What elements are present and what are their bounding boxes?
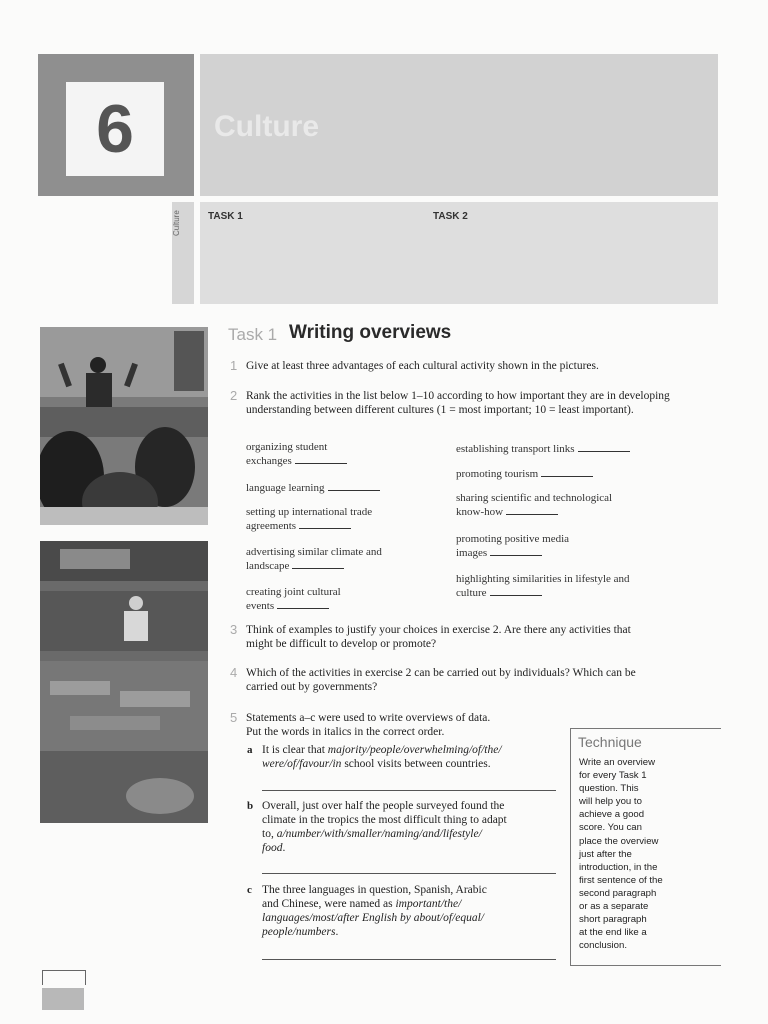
question-number: 2 [230,388,238,403]
question-text: Think of examples to justify your choices in exercise 2. Are there any activities that might be difficult to develop or promote? [246,624,631,650]
task-tag: Task 1 [228,325,278,344]
statement-text: The three languages in question, Spanish, Arabic and Chinese, were named as important/the/ languages/most/after English by about/of/equal/ people/numbers. [262,884,487,938]
statement-text: Overall, just over half the people surveyed found the climate in the tropics the most difficult thing to adapt to, a/number/with/smaller/naming/and/lifestyle/ food. [262,800,507,854]
question-number: 1 [230,358,238,373]
answer-blank[interactable] [295,454,347,464]
page-number-block [42,988,84,1010]
activity-item: promoting positive media images [456,533,570,559]
activity-item: establishing transport links [456,442,630,456]
activity-item: setting up international trade agreements [246,506,373,532]
question-number: 3 [230,622,238,637]
answer-blank[interactable] [490,586,542,596]
answer-blank[interactable] [277,599,329,609]
activity-item: advertising similar climate and landscape [246,546,382,572]
statement-letter: b [247,800,254,812]
activity-item: creating joint cultural events [246,586,341,612]
question-text: Rank the activities in the list below 1–10 according to how important they are in developing understanding between different cultures (1 = most important; 10 = least important). [246,390,670,416]
question-number: 5 [230,710,238,725]
statement-letter: c [247,884,252,896]
answer-blank[interactable] [328,481,380,491]
market-photo [40,541,208,823]
question-number: 4 [230,665,238,680]
question-text: Give at least three advantages of each cultural activity shown in the pictures. [246,360,599,372]
activity-item: language learning [246,481,380,495]
statement-text: It is clear that majority/people/overwhelming/of/the/ were/of/favour/in school visits between countries. [262,744,502,770]
technique-title: Technique [578,734,642,750]
question-text: Which of the activities in exercise 2 can be carried out by individuals? Which can be carried out by governments? [246,667,636,693]
answer-blank[interactable] [490,546,542,556]
page-corner-mark [42,970,86,985]
unit-title: Culture [214,110,319,143]
answer-line[interactable] [262,873,556,874]
answer-blank[interactable] [506,505,558,515]
activity-item: sharing scientific and technological know-how [456,492,613,518]
activity-item: highlighting similarities in lifestyle and culture [456,573,630,599]
answer-blank[interactable] [299,519,351,529]
task2-label: TASK 2 [433,211,468,222]
activity-item: promoting tourism [456,467,593,481]
answer-blank[interactable] [541,467,593,477]
answer-blank[interactable] [578,442,630,452]
side-tab-text: Culture [172,210,181,236]
activity-item: organizing student exchanges [246,440,347,468]
statement-letter: a [247,744,253,756]
answer-line[interactable] [262,959,556,960]
question-text: Statements a–c were used to write overviews of data. Put the words in italics in the correct order. [246,712,491,738]
task1-label: TASK 1 [208,211,243,222]
answer-line[interactable] [262,790,556,791]
answer-blank[interactable] [292,559,344,569]
classroom-photo [40,327,208,525]
technique-body: Write an overview for every Task 1 question. This will help you to achieve a good score. You can place the overview just after the introduction, in the first sentence of the second paragraph or as a separate short paragraph at the end like a conclusion. [579,757,663,952]
unit-number: 6 [96,91,134,167]
section-heading: Writing overviews [289,322,452,343]
